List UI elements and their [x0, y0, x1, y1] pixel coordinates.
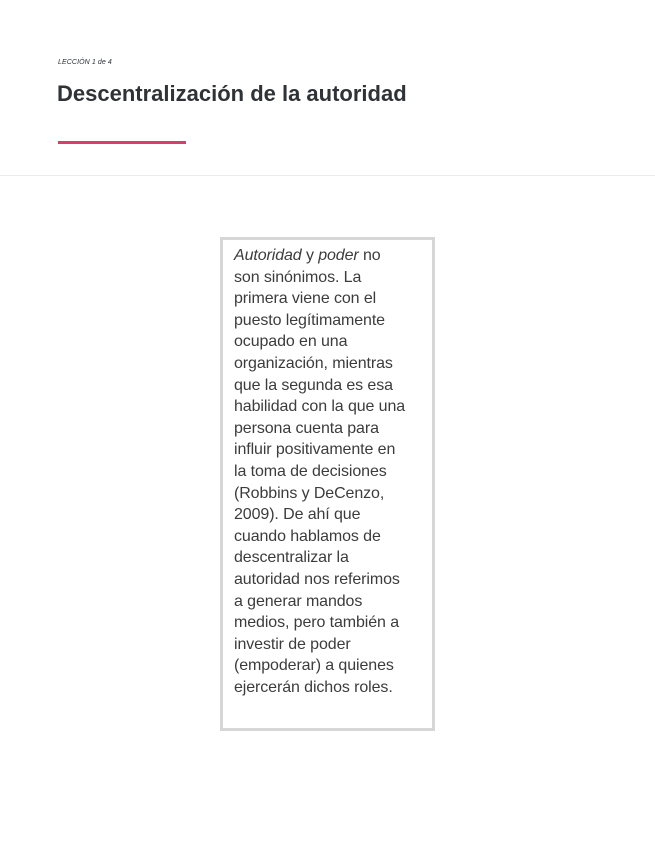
card-line: puesto legítimamente	[234, 311, 385, 329]
card-line: son sinónimos. La	[234, 268, 362, 286]
card-line: 2009). De ahí que	[234, 506, 361, 524]
card-paragraph	[234, 245, 432, 698]
card-line: medios, pero también a	[234, 614, 400, 632]
first-line-tail: no	[358, 247, 381, 264]
card-line: la toma de decisiones	[234, 462, 387, 480]
card-line: ejercerán dichos roles.	[234, 678, 393, 696]
card-line: autoridad nos referimos	[234, 570, 400, 588]
title-accent-divider	[58, 141, 186, 144]
card-line: (empoderar) a quienes	[234, 657, 394, 675]
card-line: habilidad con la que una	[234, 398, 406, 416]
quote-text-card	[220, 237, 435, 731]
card-line: primera viene con el	[234, 290, 377, 308]
card-line: investir de poder	[234, 635, 351, 653]
card-line: influir positivamente en	[234, 441, 396, 459]
card-line: ocupado en una	[234, 333, 348, 351]
card-line: descentralizar la	[234, 549, 349, 567]
card-line: cuando hablamos de	[234, 527, 381, 545]
term-autoridad: Autoridad	[234, 247, 302, 264]
card-line: persona cuenta para	[234, 419, 379, 437]
card-line: organización, mientras	[234, 354, 393, 372]
card-line: (Robbins y DeCenzo,	[234, 484, 385, 502]
term-poder: poder	[318, 247, 359, 264]
card-line: que la segunda es esa	[234, 376, 393, 394]
lesson-header	[0, 0, 655, 176]
lesson-counter: LECCIÓN 1 de 4	[58, 59, 112, 66]
card-line: a generar mandos	[234, 592, 363, 610]
term-connector: y	[301, 247, 319, 264]
page-title: Descentralización de la autoridad	[57, 81, 407, 106]
